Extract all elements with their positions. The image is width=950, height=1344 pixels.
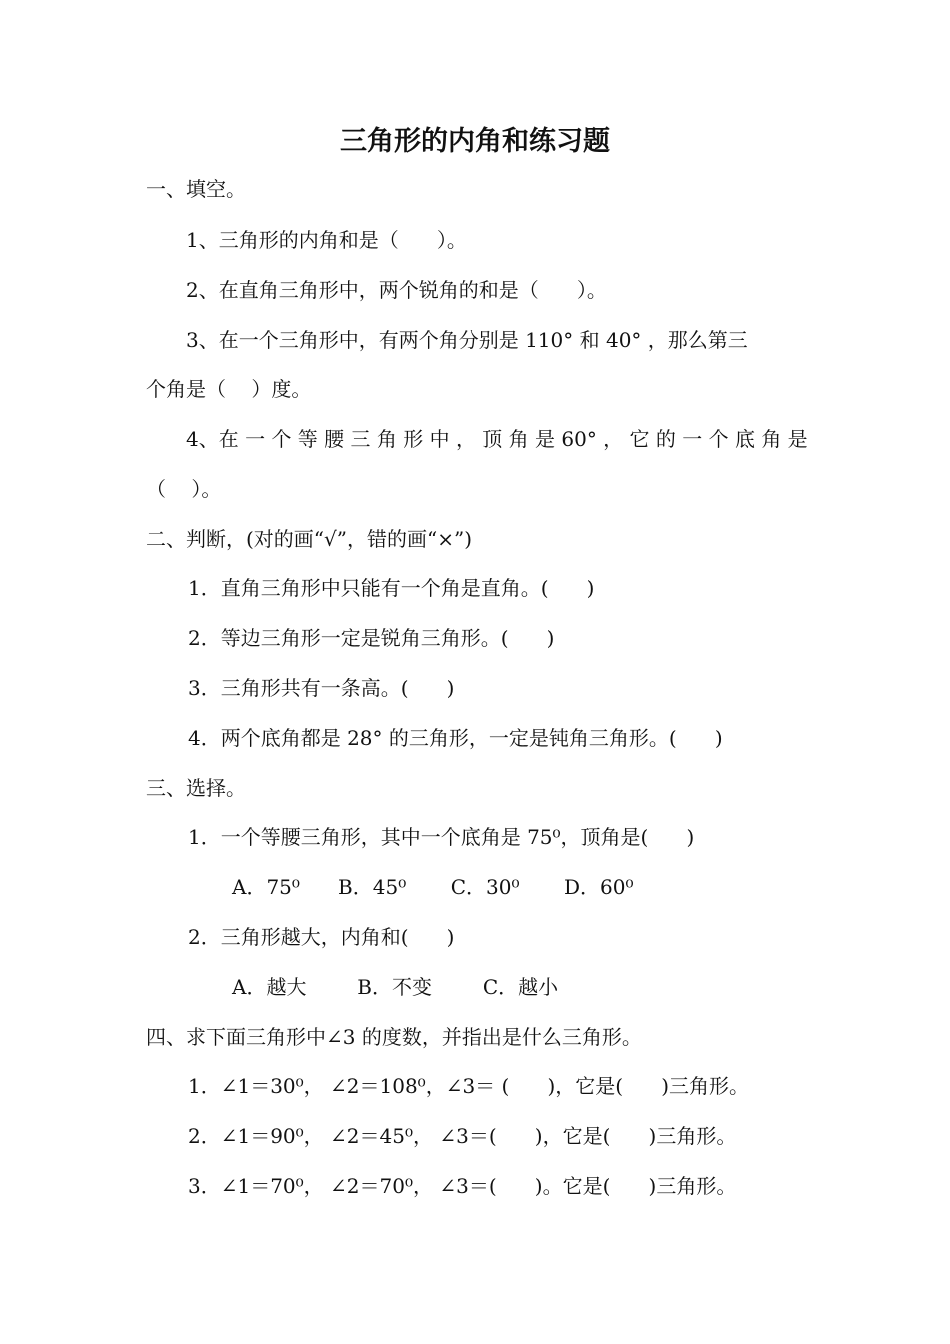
s1-question-2: 2、在直角三角形中，两个锐角的和是（ ）。 [186,278,607,302]
s1-question-3-line-2: 个角是（ ）度。 [146,377,312,401]
s3-question-1: 1．一个等腰三角形，其中一个底角是 75⁰，顶角是( ) [188,825,695,849]
s3-question-2-options: A．越大 B．不变 C．越小 [232,975,559,999]
s2-question-4: 4．两个底角都是 28° 的三角形，一定是钝角三角形。( ) [188,726,723,750]
s2-question-3: 3．三角形共有一条高。( ) [188,676,455,700]
s2-question-1: 1．直角三角形中只能有一个角是直角。( ) [188,576,595,600]
section-4-heading: 四、求下面三角形中∠3 的度数，并指出是什么三角形。 [146,1025,642,1049]
s3-question-2: 2．三角形越大，内角和( ) [188,925,455,949]
s1-question-4-line-1: 4、在 一 个 等 腰 三 角 形 中 ， 顶 角 是 60° ， 它 的 一 个 底 角 是 [186,427,808,451]
s1-question-3-line-1: 3、在一个三角形中，有两个角分别是 110° 和 40° ，那么第三 [186,328,748,352]
page-title: 三角形的内角和练习题 [340,126,610,157]
s4-question-2: 2．∠1＝90⁰， ∠2＝45⁰， ∠3＝( )，它是( )三角形。 [188,1124,737,1148]
s3-question-1-options: A．75⁰ B．45⁰ C．30⁰ D．60⁰ [232,875,634,899]
s1-question-4-line-2: （ ）。 [146,477,222,501]
s1-question-1: 1、三角形的内角和是（ ）。 [186,228,467,252]
s4-question-3: 3．∠1＝70⁰， ∠2＝70⁰， ∠3＝( )。它是( )三角形。 [188,1174,737,1198]
s4-question-1: 1．∠1＝30⁰， ∠2＝108⁰，∠3＝ ( )，它是( )三角形。 [188,1074,750,1098]
s2-question-2: 2．等边三角形一定是锐角三角形。( ) [188,626,555,650]
section-1-heading: 一、填空。 [146,177,246,201]
section-3-heading: 三、选择。 [146,776,246,800]
section-2-heading: 二、判断，(对的画“√”，错的画“×”) [146,527,473,551]
